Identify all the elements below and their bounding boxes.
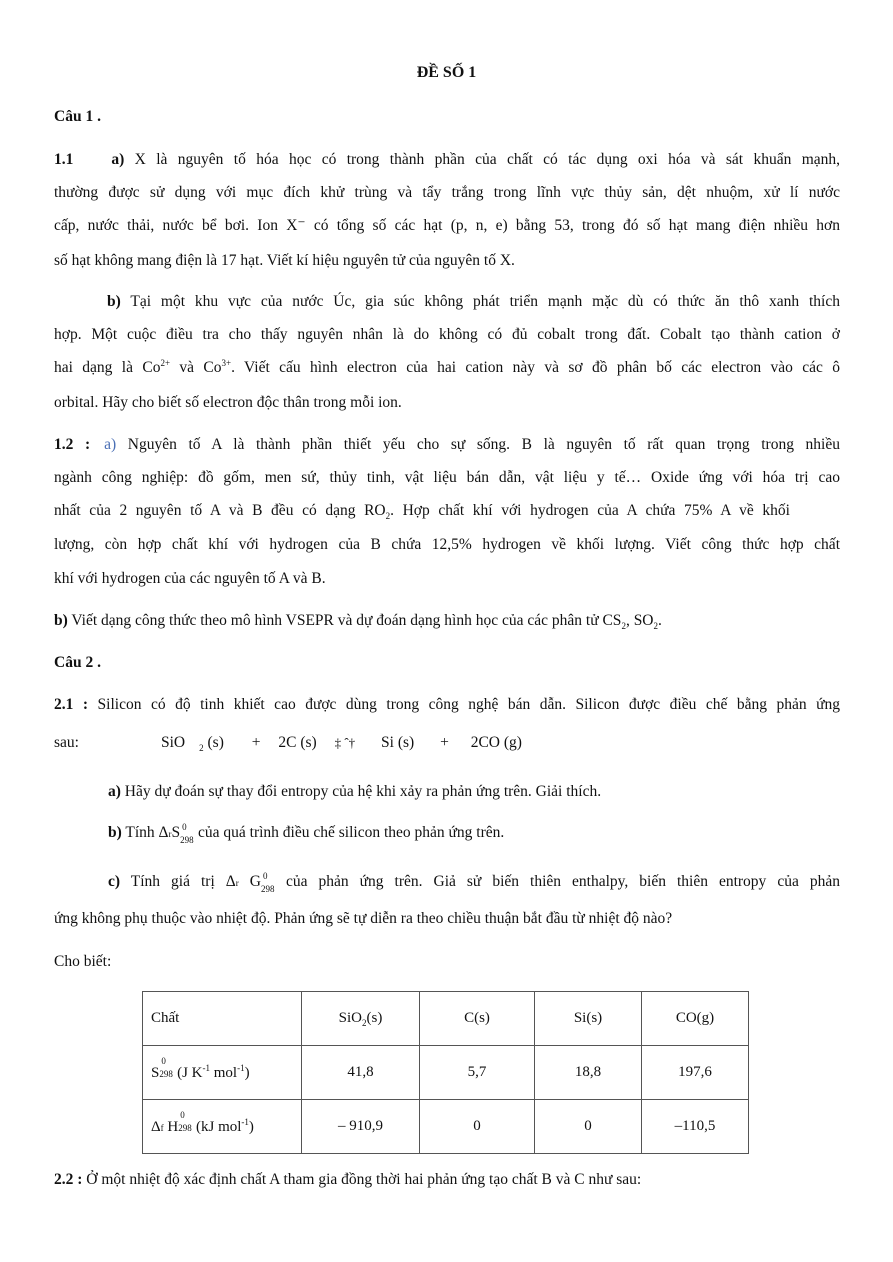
q11b-line3-a: hai dạng là Co — [54, 359, 161, 376]
q22-line — [54, 1169, 641, 1191]
q12b-line — [54, 610, 662, 632]
cau1-heading: Câu 1 . — [54, 108, 101, 125]
q11b-line1 — [107, 291, 840, 313]
q21c-G: G — [238, 873, 261, 890]
eq-carbon: 2C (s) — [278, 734, 317, 751]
cau2-heading: Câu 2 . — [54, 654, 101, 671]
q21-num: 2.1 : — [54, 696, 89, 713]
q12-line3 — [54, 500, 790, 522]
table-header-cell: Chất — [143, 992, 302, 1046]
so2-subscript: 2 — [653, 621, 659, 632]
label-S-sup: 0 — [161, 1055, 166, 1066]
table-cell: 0 — [535, 1100, 642, 1154]
label-S-unit2: mol — [210, 1064, 238, 1081]
q11b-line2: hợp. Một cuộc điều tra cho thấy nguyên nhân là do không có đủ cobalt trong đất. Cobalt tạo thành cation ở — [54, 326, 840, 343]
q21a-text: Hãy dự đoán sự thay đổi entropy của hệ khi xảy ra phản ứng trên. Giải thích. — [120, 783, 602, 800]
eq-silicon: Si (s) — [381, 734, 415, 751]
label-S-close: ) — [244, 1064, 250, 1081]
equilibrium-arrow-icon: ‡ ˆ† — [334, 735, 356, 750]
label-H-f: f — [160, 1122, 164, 1133]
row-label-enthalpy — [143, 1100, 302, 1154]
label-H: H — [163, 1118, 179, 1135]
q21c-sup: 0 — [262, 871, 268, 881]
table-cell: 5,7 — [420, 1046, 535, 1100]
q11-num: 1.1 — [54, 151, 74, 168]
q21b-S: S — [171, 824, 181, 841]
label-H-close: ) — [248, 1118, 254, 1135]
q12-line3-b: . Hợp chất khí với hydrogen của A chứa 75% A về khối — [390, 502, 790, 519]
q21a-label: a) — [108, 783, 121, 800]
q21c-post: của phản ứng trên. Giả sử biến thiên enthalpy, biến thiên entropy của phản — [274, 873, 840, 890]
q11-text1: X là nguyên tố hóa học có trong thành phần của chất có tác dụng oxi hóa và sát khuẩn mạnh, — [124, 151, 840, 168]
table-header-cell: Si(s) — [535, 992, 642, 1046]
q22-num: 2.2 : — [54, 1171, 83, 1188]
q21a-line — [108, 781, 601, 803]
eq-co: 2CO (g) — [470, 734, 522, 751]
q21c-line2: ứng không phụ thuộc vào nhiệt độ. Phản ứng sẽ tự diễn ra theo chiều thuận bắt đầu từ nhiệt độ nào? — [54, 910, 673, 927]
eq-sio2-state: (s) — [203, 734, 224, 751]
q21c-line1 — [108, 871, 840, 894]
q21c-stack — [260, 871, 275, 894]
cs2-subscript: 2 — [621, 621, 626, 632]
q12-text1: Nguyên tố A là thành phần thiết yếu cho sự sống. B là nguyên tố rất quan trọng trong nhiều — [116, 436, 840, 453]
table-cell: 41,8 — [302, 1046, 420, 1100]
label-S-sub: 298 — [159, 1068, 173, 1079]
q11b-text1: Tại một khu vực của nước Úc, gia súc không phát triển mạnh mặc dù có thức ăn thô xanh thích — [120, 293, 840, 310]
label-H-stack — [178, 1109, 192, 1134]
q12-num: 1.2 : — [54, 436, 91, 453]
q12-line3-a: nhất của 2 nguyên tố A và B đều có dạng RO — [54, 502, 386, 519]
label-S-stack — [159, 1055, 173, 1080]
q21b-label: b) — [108, 824, 122, 841]
q21b-sub: 298 — [180, 835, 194, 845]
table-cell: – 910,9 — [302, 1100, 420, 1154]
label-H-delta: Δ — [151, 1118, 161, 1135]
q12-line2: ngành công nghiệp: đồ gốm, men sứ, thủy tinh, vật liệu bán dẫn, vật liệu y tế… Oxide ứng với hóa trị cao — [54, 469, 840, 486]
q11b-label: b) — [107, 293, 121, 310]
label-H-unit: (kJ mol — [192, 1118, 242, 1135]
q12-line1 — [54, 434, 840, 456]
eq-sio2: SiO — [161, 734, 186, 751]
q21b-sup: 0 — [182, 822, 187, 832]
q11-line2: thường được sử dụng với mục đích khử trùng và tẩy trắng trong lĩnh vực thủy sản, dệt nhuộm, xử lí nước — [54, 184, 840, 201]
eq-plus-1: + — [251, 734, 261, 751]
cho-biet: Cho biết: — [54, 953, 112, 970]
q11-line3: cấp, nước thải, nước bể bơi. Ion X⁻ có tổng số các hạt (p, n, e) bằng 53, trong đó số hạt mang điện nhiều hơn — [54, 217, 840, 234]
q11b-line4: orbital. Hãy cho biết số electron độc thân trong mỗi ion. — [54, 394, 402, 411]
table-cell: 197,6 — [642, 1046, 749, 1100]
label-S-unit-sup1: -1 — [202, 1062, 211, 1073]
table-cell: –110,5 — [642, 1100, 749, 1154]
q21b-pre: Tính Δ — [121, 824, 169, 841]
q21c-r: r — [235, 878, 239, 888]
table-header-cell: CO(g) — [642, 992, 749, 1046]
q11-line4: số hạt không mang điện là 17 hạt. Viết kí hiệu nguyên tử của nguyên tố X. — [54, 252, 515, 269]
reaction-equation — [161, 732, 536, 754]
label-H-sup: 0 — [180, 1109, 185, 1120]
table-header-cell: SiO$_2$(s) — [302, 992, 420, 1046]
label-H-sub: 298 — [178, 1122, 192, 1133]
label-H-unit-sup: -1 — [241, 1116, 249, 1127]
table-cell: 18,8 — [535, 1046, 642, 1100]
label-S-unit-sup2: -1 — [237, 1062, 245, 1073]
table-header-row — [143, 992, 749, 1046]
q21b-post: của quá trình điều chế silicon theo phản ứng trên. — [194, 824, 505, 841]
q12-line4: lượng, còn hợp chất khí với hydrogen của B chứa 12,5% hydrogen về khối lượng. Viết công thức hợp chất — [54, 536, 840, 553]
table-row — [143, 1100, 749, 1154]
q21b-r: r — [168, 829, 172, 839]
q11-line1 — [54, 149, 840, 171]
q12b-label: b) — [54, 612, 68, 629]
q12b-text-c: . — [658, 612, 662, 629]
label-S: S — [151, 1064, 160, 1081]
q12-line5: khí với hydrogen của các nguyên tố A và B. — [54, 570, 326, 587]
q21-line1 — [54, 694, 840, 716]
table-header-cell: C(s) — [420, 992, 535, 1046]
q21c-sub: 298 — [260, 884, 275, 894]
label-S-unit: (J K — [173, 1064, 203, 1081]
q21c-pre: Tính giá trị Δ — [120, 873, 236, 890]
ro2-subscript: 2 — [385, 511, 391, 522]
co2-charge: 2+ — [160, 357, 171, 368]
q21-text1: Silicon có độ tinh khiết cao được dùng trong công nghệ bán dẫn. Silicon được điều chế bằng phản ứng — [88, 696, 840, 713]
eq-plus-2: + — [440, 734, 449, 751]
co3-charge: 3+ — [221, 357, 232, 368]
table-row — [143, 1046, 749, 1100]
q21-sau: sau: — [54, 734, 79, 751]
q11b-line3-b: và Co — [170, 359, 222, 376]
q21b-stack — [180, 822, 194, 845]
q12b-text-b: , SO — [625, 612, 654, 629]
q21b-line — [108, 822, 504, 845]
q12b-text-a: Viết dạng công thức theo mô hình VSEPR và dự đoán dạng hình học của các phân tử CS — [67, 612, 622, 629]
eq-sio2-sub: 2 — [199, 743, 204, 754]
q22-text: Ở một nhiệt độ xác định chất A tham gia đồng thời hai phản ứng tạo chất B và C như sau: — [82, 1171, 642, 1188]
q11b-line3 — [54, 357, 840, 379]
q11-label: a) — [111, 151, 125, 168]
q11b-line3-c: . Viết cấu hình electron của hai cation này và sơ đồ phân bố các electron vào các ô — [231, 359, 841, 376]
page-title: ĐỀ SỐ 1 — [416, 64, 477, 81]
q12-label: a) — [104, 436, 117, 453]
row-label-entropy — [143, 1046, 302, 1100]
q21c-label: c) — [108, 873, 121, 890]
thermo-data-table — [142, 991, 749, 1154]
table-cell: 0 — [420, 1100, 535, 1154]
